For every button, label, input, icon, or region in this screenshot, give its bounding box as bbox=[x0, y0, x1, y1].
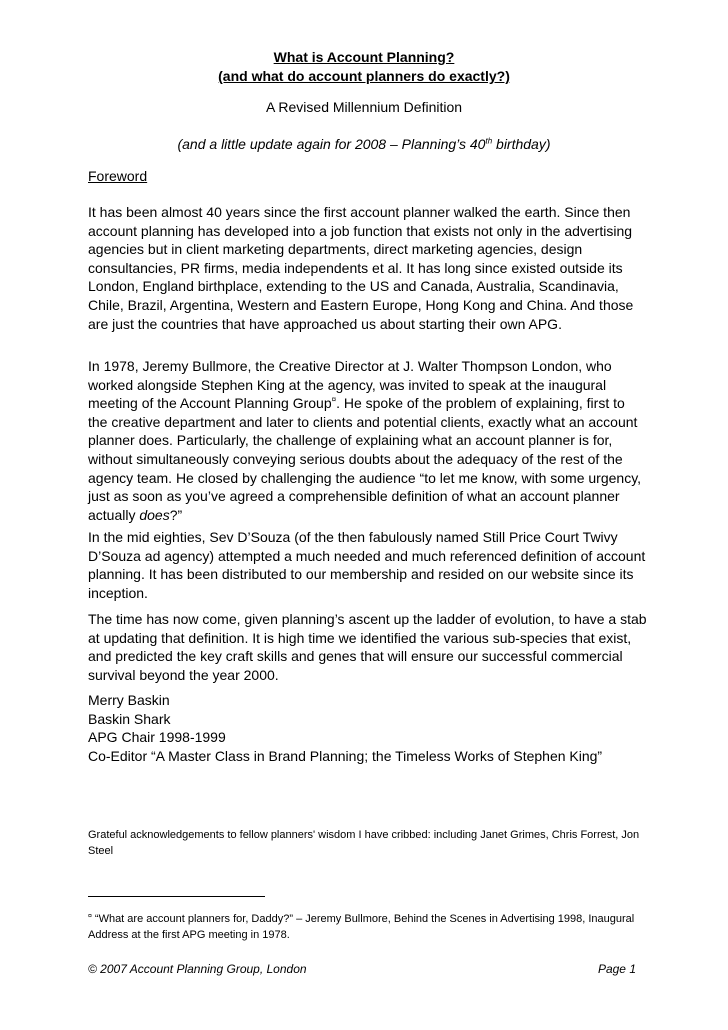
paragraph-update: The time has now come, given planning’s ascent up the ladder of evolution, to have a stab at updating that definition. It is high time we identified the various sub-species that exist, and predicted the key craft skills and genes that will ensure our successful commercial survival beyond the year 2000. bbox=[88, 611, 647, 683]
footer-copyright: © 2007 Account Planning Group, London bbox=[88, 962, 307, 976]
document-title: What is Account Planning? bbox=[273, 49, 455, 65]
signature-block bbox=[88, 691, 648, 765]
document-title-subline: (and what do account planners do exactly?) bbox=[218, 68, 510, 84]
update-note-text: (and a little update again for 2008 – Planning’s 40 bbox=[177, 136, 486, 152]
footnote-reference[interactable]: ¤ bbox=[331, 395, 337, 405]
signature-name: Merry Baskin bbox=[88, 692, 170, 708]
acknowledgement-note: Grateful acknowledgements to fellow planners' wisdom I have cribbed: including Janet Grimes, Chris Forrest, Jon Steel bbox=[88, 829, 640, 857]
page-footer bbox=[88, 962, 636, 976]
document-subtitle: A Revised Millennium Definition bbox=[265, 99, 463, 115]
footnote-divider bbox=[88, 896, 265, 897]
paragraph-intro: It has been almost 40 years since the first account planner walked the earth. Since then account planning has developed into a job function that exists not only in the advertising agencies but in client marketing departments, direct marketing agencies, design consultancies, PR firms, media independents et al. It has long since existed outside its London, England birthplace, extending to the US and Canada, Australia, Scandinavia, Chile, Brazil, Argentina, Western and Eastern Europe, Hong Kong and China. And those are just the countries that have approached us about starting their own APG. bbox=[88, 204, 634, 332]
footnote-text: “What are account planners for, Daddy?” – Jeremy Bullmore, Behind the Scenes in Advertising 1998, Inaugural Address at the first APG meeting in 1978. bbox=[88, 913, 635, 941]
signature-coeditor: Co-Editor “A Master Class in Brand Planning; the Timeless Works of Stephen King” bbox=[88, 747, 603, 764]
paragraph-bullmore bbox=[88, 357, 648, 524]
emphasis-does: does bbox=[139, 506, 170, 523]
signature-company: Baskin Shark bbox=[88, 710, 171, 727]
foreword-heading: Foreword bbox=[88, 168, 148, 184]
paragraph-bullmore-text-cont: . He spoke of the problem of explaining, first to the creative department and later to clients and potential clients, exactly what an account planner does. Particularly, the challenge of explaining what an account planner is for, without simultaneously conveying serious doubts about the adequacy of the rest of the agency team. He closed by challenging the audience “to let me know, with some urgency, just as soon as you’ve agreed a comprehensible definition of what an account planner actually bbox=[88, 395, 642, 523]
footnote-mark: ¤ bbox=[88, 913, 92, 920]
footer-page-number: Page 1 bbox=[597, 962, 636, 976]
paragraph-bullmore-text: In 1978, Jeremy Bullmore, the Creative Director at J. Walter Thompson London, who worked alongside Stephen King at the agency, was invited to speak at the inaugural meeting of the Account Planning Group bbox=[88, 358, 612, 412]
update-note bbox=[0, 136, 728, 152]
update-note-end: birthday) bbox=[492, 136, 551, 152]
signature-role: APG Chair 1998-1999 bbox=[88, 729, 226, 746]
update-note-superscript: th bbox=[485, 136, 493, 146]
footnote bbox=[88, 911, 648, 943]
paragraph-bullmore-end: ?” bbox=[169, 506, 183, 523]
paragraph-dsouza: In the mid eighties, Sev D’Souza (of the then fabulously named Still Price Court Twivy D’Souza ad agency) attempted a much needed and much referenced definition of account planning. It has been distributed to our membership and resided on our website since its inception. bbox=[88, 529, 646, 601]
